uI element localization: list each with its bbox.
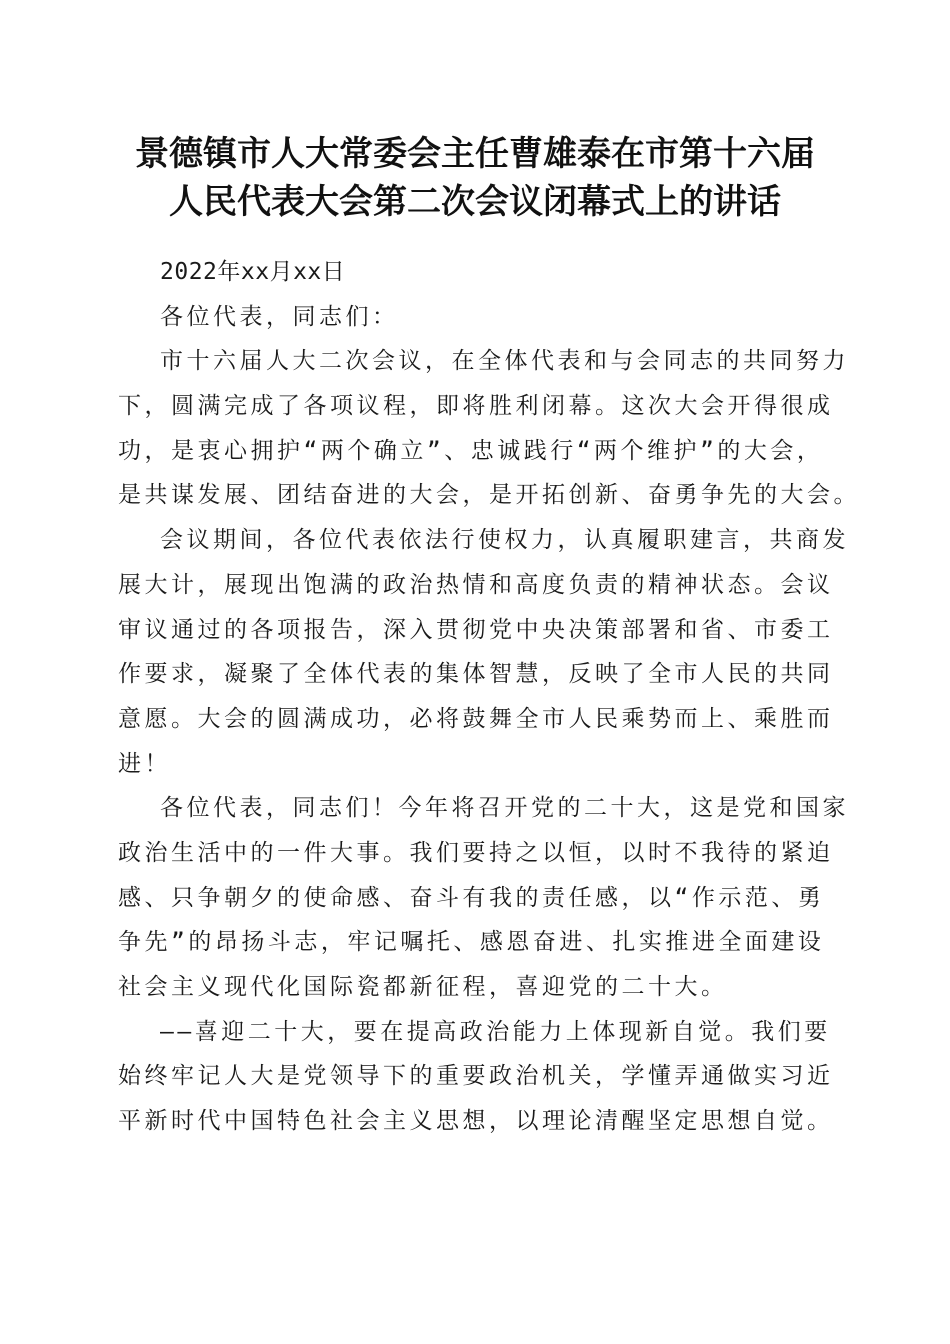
paragraph-line: 是共谋发展、团结奋进的大会，是开拓创新、奋勇争先的大会。: [118, 482, 860, 509]
paragraph-line: 政治生活中的一件大事。我们要持之以恒，以时不我待的紧迫: [118, 839, 834, 866]
paragraph: [118, 518, 849, 786]
salutation: 各位代表，同志们：: [160, 303, 399, 330]
paragraph-line: 感、只争朝夕的使命感、奋斗有我的责任感，以“作示范、勇: [118, 884, 825, 911]
paragraph-line: 进！: [118, 750, 171, 777]
paragraph-line: 各位代表，同志们！今年将召开党的二十大，这是党和国家: [160, 795, 849, 822]
paragraph-line: 意愿。大会的圆满成功，必将鼓舞全市人民乘势而上、乘胜而: [118, 705, 834, 732]
paragraph-line: 社会主义现代化国际瓷都新征程，喜迎党的二十大。: [118, 974, 728, 1000]
title-line: 景德镇市人大常委会主任曹雄泰在市第十六届: [135, 134, 815, 174]
paragraph: [118, 1010, 838, 1144]
paragraph-line: 争先”的昂扬斗志，牢记嘱托、感恩奋进、扎实推进全面建设: [118, 929, 825, 956]
paragraph-line: 下，圆满完成了各项议程，即将胜利闭幕。这次大会开得很成: [118, 393, 834, 420]
paragraph-line: 平新时代中国特色社会主义思想，以理论清醒坚定思想自觉。: [118, 1108, 834, 1135]
document-body: [118, 250, 860, 1144]
paragraph-line: 功，是衷心拥护“两个确立”、忠诚践行“两个维护”的大会，: [118, 437, 824, 464]
paragraph: [118, 339, 860, 518]
paragraph-line: 会议期间，各位代表依法行使权力，认真履职建言，共商发: [160, 527, 849, 554]
date-line: 2022年xx月xx日: [160, 259, 346, 285]
paragraph-line: 作要求，凝聚了全体代表的集体智慧，反映了全市人民的共同: [118, 661, 834, 688]
paragraph-line: 市十六届人大二次会议，在全体代表和与会同志的共同努力: [160, 348, 849, 375]
paragraph-line: 审议通过的各项报告，深入贯彻党中央决策部署和省、市委工: [118, 616, 834, 643]
paragraph-line: 展大计，展现出饱满的政治热情和高度负责的精神状态。会议: [118, 571, 834, 598]
paragraph-line: ——喜迎二十大，要在提高政治能力上体现新自觉。我们要: [160, 1018, 831, 1045]
document-title: [100, 130, 850, 226]
paragraph-line: 始终牢记人大是党领导下的重要政治机关，学懂弄通做实习近: [118, 1063, 834, 1090]
title-line: 人民代表大会第二次会议闭幕式上的讲话: [169, 182, 781, 222]
paragraph: [118, 786, 849, 1009]
